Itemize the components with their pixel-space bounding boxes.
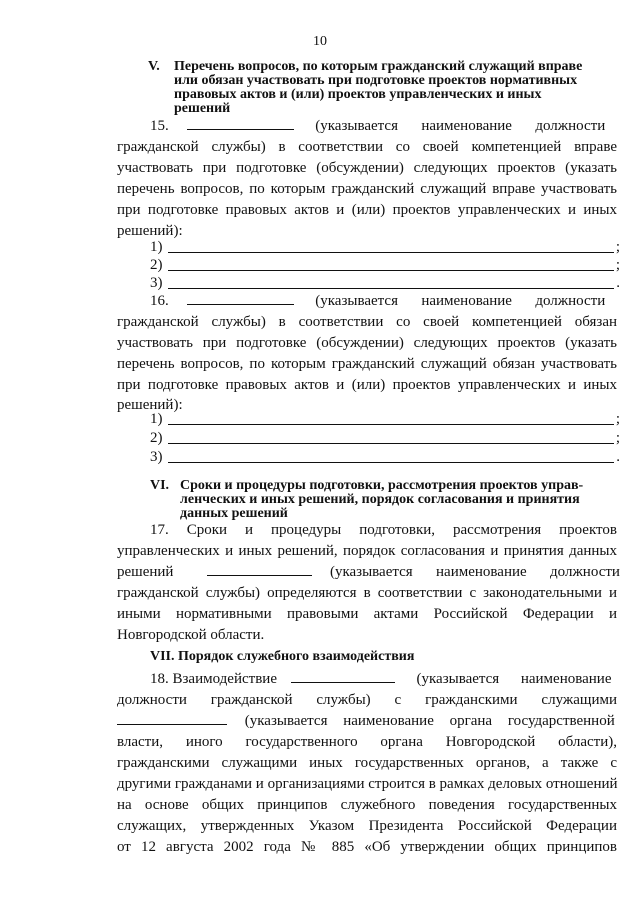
paragraph-number: 15. [150, 118, 169, 134]
list-item: 1) ; [150, 411, 620, 427]
fill-blank [187, 303, 294, 305]
paragraph-number: 16. [150, 293, 169, 309]
section-heading-vii: VII. Порядок служебного взаимодействия [150, 649, 415, 664]
list-item: 3) . [150, 449, 620, 465]
paragraph-line: должности гражданской службы) с гражданскими служащими [117, 692, 617, 708]
paragraph-line: служащих, утвержденных Указом Президента Российской Федерации [117, 818, 617, 834]
list-item: 1) ; [150, 239, 620, 255]
paragraph-line: гражданскими служащими иных государственных органов, а также с [117, 755, 617, 771]
paragraph-line: гражданской службы) в соответствии со своей компетенцией вправе [117, 139, 617, 155]
paragraph-line: решений (указывается наименование должности [117, 564, 620, 580]
fill-line [168, 288, 614, 289]
paragraph-line: при подготовке правовых актов и (или) проектов управленческих и иных [117, 202, 617, 218]
paragraph-line: 16. (указывается наименование должности [150, 293, 606, 309]
paragraph-line: при подготовке правовых актов и (или) проектов управленческих и иных [117, 377, 617, 393]
paragraph-line: власти, иного государственного органа Новгородской области), [117, 734, 617, 750]
section-title-line: данных решений [180, 506, 288, 521]
section-title-line: Перечень вопросов, по которым гражданский служащий вправе [174, 59, 583, 74]
list-item: 2) ; [150, 257, 620, 273]
paragraph-line: перечень вопросов, по которым гражданский служащий вправе участвовать [117, 181, 617, 197]
fill-line [168, 462, 614, 463]
paragraph-line: Новгородской области. [117, 627, 265, 643]
section-heading-v [148, 60, 618, 116]
paragraph-line: от 12 августа 2002 года № 885 «Об утверждении общих принципов [117, 839, 617, 855]
section-number: V. [148, 59, 160, 74]
section-title-line: или обязан участвовать при подготовке проектов нормативных [174, 73, 578, 88]
section-number: VI. [150, 478, 170, 493]
paragraph-line: 15. (указывается наименование должности [150, 118, 606, 134]
paragraph-line: на основе общих принципов служебного поведения государственных [117, 797, 617, 813]
paragraph-line: решений): [117, 223, 183, 239]
fill-blank [187, 128, 294, 130]
fill-line [168, 443, 614, 444]
paragraph-line: гражданской службы) определяются в соответствии с законодательными и [117, 585, 617, 601]
section-title-line: Сроки и процедуры подготовки, рассмотрения проектов управ- [180, 478, 584, 493]
paragraph-line: управленческих и иных решений, порядок согласования и принятия данных [117, 543, 617, 559]
section-title-line: ленческих и иных решений, порядок согласования и принятия [180, 492, 580, 507]
page-number: 10 [313, 34, 327, 49]
section-heading-vi [150, 479, 618, 521]
paragraph-line: 18. Взаимодействие (указывается наименование [150, 671, 612, 687]
paragraph-line: иными нормативными правовыми актами Российской Федерации и [117, 606, 617, 622]
fill-line [168, 270, 614, 271]
paragraph-line: (указывается наименование органа государственной [117, 712, 617, 731]
fill-blank [207, 574, 312, 576]
paragraph-line: решений): [117, 397, 183, 413]
paragraph-line: гражданской службы) в соответствии со своей компетенцией обязан [117, 314, 617, 330]
paragraph-line: другими гражданами и организациями строится в рамках деловых отношений [117, 776, 618, 792]
list-item: 2) ; [150, 430, 620, 446]
section-title-line: правовых актов и (или) проектов управленческих и иных [174, 87, 542, 102]
fill-line [168, 424, 614, 425]
fill-blank [291, 681, 395, 683]
fill-blank [117, 723, 227, 725]
paragraph-line: участвовать при подготовке (обсуждении) следующих проектов (указать [117, 335, 617, 351]
section-title-line: решений [174, 101, 231, 116]
paragraph-line: участвовать при подготовке (обсуждении) следующих проектов (указать [117, 160, 617, 176]
paragraph-line: 17. Сроки и процедуры подготовки, рассмотрения проектов [150, 522, 617, 538]
fill-line [168, 252, 614, 253]
paragraph-line: перечень вопросов, по которым гражданский служащий обязан участвовать [117, 356, 617, 372]
list-item: 3) . [150, 275, 620, 291]
